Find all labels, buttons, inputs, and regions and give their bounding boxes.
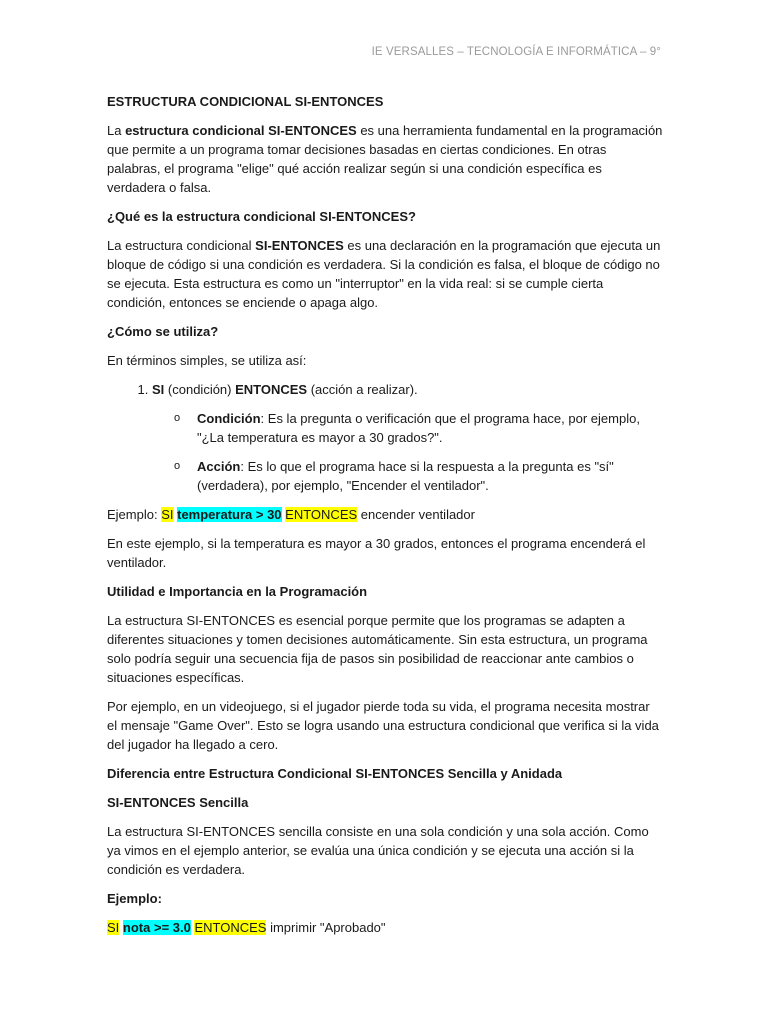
heading-diferencia: Diferencia entre Estructura Condicional SI-ENTONCES Sencilla y Anidada [107, 766, 563, 781]
example-2-condition: nota >= 3.0 [122, 920, 191, 935]
usage-list-item [152, 380, 663, 495]
heading-sencilla: SI-ENTONCES Sencilla [107, 795, 249, 810]
example-1-action: encender ventilador [357, 507, 475, 522]
sub-item-text: : Es lo que el programa hace si la respuesta a la pregunta es "sí" (verdadera), por ejemplo, "Encender el ventilador". [197, 459, 614, 493]
example-1-si: SI [161, 507, 174, 522]
usage-cond: (condición) [164, 382, 236, 397]
bullet-circle-icon: o [174, 412, 181, 424]
intro-post: es una herramienta fundamental en la programación que permite a un programa tomar decisiones basadas en ciertas condiciones. En otras palabras, el programa "elige" qué acción realizar según si una condición específica es verdadera o falsa. [107, 123, 663, 195]
document-body [107, 92, 663, 947]
sub-item-text: : Es la pregunta o verificación que el programa hace, por ejemplo, "¿La temperatura es mayor a 30 grados?". [197, 411, 640, 445]
heading-utilidad: Utilidad e Importancia en la Programación [107, 584, 368, 599]
sub-item-accion [152, 457, 663, 495]
heading-ejemplo: Ejemplo: [107, 891, 162, 906]
heading-que-es: ¿Qué es la estructura condicional SI-ENTONCES? [107, 209, 416, 224]
heading-como-se-utiliza: ¿Cómo se utiliza? [107, 324, 219, 339]
usage-si: SI [152, 382, 165, 397]
intro-paragraph [107, 121, 663, 197]
que-es-post: es una declaración en la programación que ejecuta un bloque de código si una condición es verdadera. Si la condición es falsa, el bloque de código no se ejecuta. Esta estructura es como un "interruptor" en la vida real: si se cumple cierta condición, entonces se enciende o apaga algo. [107, 238, 661, 310]
como-paragraph: En términos simples, se utiliza así: [107, 353, 307, 368]
example-2-entonces: ENTONCES [194, 920, 267, 935]
utilidad-paragraph-2: Por ejemplo, en un videojuego, si el jugador pierde toda su vida, el programa necesita mostrar el mensaje "Game Over". Esto se logra usando una estructura condicional que verifica si la vida del jugador ha llegado a cero. [107, 699, 659, 752]
bullet-circle-icon: o [174, 460, 181, 472]
example-2 [107, 918, 663, 937]
que-es-bold: SI-ENTONCES [255, 238, 344, 253]
intro-bold: estructura condicional SI-ENTONCES [125, 123, 357, 138]
que-es-paragraph [107, 236, 663, 312]
utilidad-paragraph-1: La estructura SI-ENTONCES es esencial porque permite que los programas se adapten a diferentes situaciones y tomen decisiones automáticamente. Sin esta estructura, un programa solo podría seguir una secuencia fija de pasos sin posibilidad de reaccionar ante cambios o situaciones específicas. [107, 613, 648, 685]
example-2-si: SI [107, 920, 120, 935]
usage-sublist [152, 409, 663, 495]
example-1-prefix: Ejemplo: [107, 507, 162, 522]
example-1-condition: temperatura > 30 [177, 507, 282, 522]
usage-entonces: ENTONCES [235, 382, 308, 397]
sub-item-label: Condición [197, 411, 261, 426]
intro-pre: La [107, 123, 126, 138]
document-title: ESTRUCTURA CONDICIONAL SI-ENTONCES [107, 94, 384, 109]
sub-item-label: Acción [197, 459, 241, 474]
sencilla-paragraph: La estructura SI-ENTONCES sencilla consiste en una sola condición y una sola acción. Como ya vimos en el ejemplo anterior, se evalúa una única condición y se ejecuta una acción si la condición es verdadera. [107, 824, 649, 877]
example-1-entonces: ENTONCES [285, 507, 358, 522]
page-header: IE VERSALLES – TECNOLOGÍA E INFORMÁTICA – 9° [371, 46, 661, 58]
usage-accion: (acción a realizar). [307, 382, 418, 397]
example-2-action: imprimir "Aprobado" [266, 920, 386, 935]
que-es-pre: La estructura condicional [107, 238, 256, 253]
sub-item-condicion [152, 409, 663, 447]
example-1 [107, 505, 663, 524]
example-1-explanation: En este ejemplo, si la temperatura es mayor a 30 grados, entonces el programa encenderá el ventilador. [107, 536, 646, 570]
usage-list [107, 380, 663, 495]
